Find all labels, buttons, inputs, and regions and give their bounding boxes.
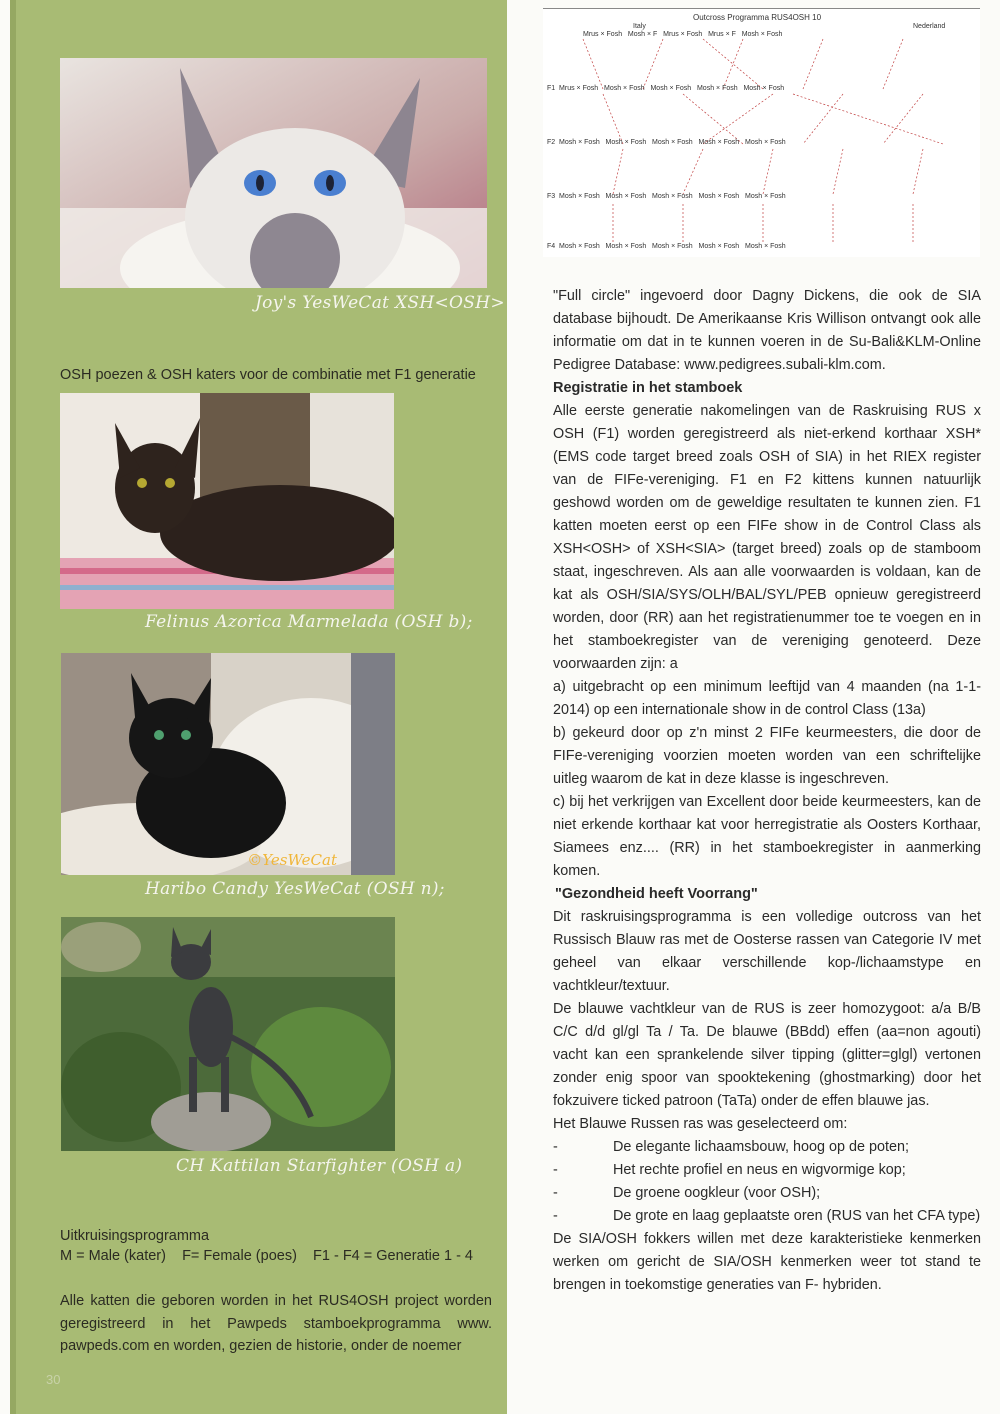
photo-caption: Haribo Candy YesWeCat (OSH n); xyxy=(145,879,445,899)
diagram-title: Outcross Programma RUS4OSH 10 xyxy=(693,13,822,22)
page-number: 30 xyxy=(46,1372,61,1387)
program-title: Uitkruisingsprogramma xyxy=(60,1228,210,1244)
photo-kitten-blue-eyes xyxy=(60,58,487,288)
paragraph-registratie: Alle eerste generatie nakomelingen van de Raskruising RUS x OSH (F1) worden geregistreerd als niet-erkend korthaar XSH* (EMS code target breed zoals OSH of SIA) in het RIEX register van de FIFe-vereniging. F1 en F2 kittens kunnen natuurlijk geshowd worden om de geweldige resultaten te kunnen zien. F1 katten moeten eerst op een FIFe show in de Control Class als XSH<OSH> of XSH<SIA> (target breed) zoals op de stamboom staat, ingeschreven. Als aan alle voorwaarden is voldaan, kan de kat als OSH/SIA/SYS/OLH/BAL/SYL/PEB opnieuw geregistreerd worden, door (RR) aan het registratienummer toe te voegen en in het stamboekregister van de vereniging genoteerd. Deze voorwaarden zijn: a xyxy=(553,403,981,672)
diagram-label-left: Italy xyxy=(633,23,646,30)
paragraph-outcross: Dit raskruisingsprogramma is een volledige outcross van het Russisch Blauw ras met de Oosterse rassen van Categorie IV met geheel van elkaar verschillende kop-/lichaamstype en vachtkleur/textuur. xyxy=(553,909,981,994)
list-item: - De groene oogkleur (voor OSH); xyxy=(553,1185,821,1201)
photo-caption: CH Kattilan Starfighter (OSH a) xyxy=(176,1156,463,1176)
paragraph-fokkers: De SIA/OSH fokkers willen met deze karakteristieke kenmerken werken om gericht de SIA/OSH kenmerken weer tot stand te brengen in toekomstige generaties van F- hybriden. xyxy=(553,1231,981,1293)
photo-caption: Joy's YesWeCat XSH<OSH> xyxy=(255,293,505,313)
diagram-row-p: Mrus × Fosh Mosh × F Mrus × Fosh Mrus × F Mosh × Fosh xyxy=(583,31,783,38)
diagram-row-f3: F3 Mosh × Fosh Mosh × Fosh Mosh × Fosh Mosh × Fosh Mosh × Fosh xyxy=(547,193,786,200)
paragraph-condition-c: c) bij het verkrijgen van Excellent door beide keurmeesters, kan de niet erkende korthaar kat voor herregistratie als Oosters Korthaar, Siamees enz.... (RR) in het stamboekregister in aanmerking komen. xyxy=(553,794,981,879)
photo-watermark: ©YesWeCat xyxy=(247,851,337,869)
list-item: - Het rechte profiel en neus en wigvormige kop; xyxy=(553,1162,906,1178)
diagram-row-f4: F4 Mosh × Fosh Mosh × Fosh Mosh × Fosh Mosh × Fosh Mosh × Fosh xyxy=(547,243,786,250)
list-item: - De grote en laag geplaatste oren (RUS van het CFA type) xyxy=(553,1208,981,1224)
photo-haribo-candy xyxy=(61,653,395,875)
pawpeds-text: Alle katten die geboren worden in het RUS4OSH project worden geregistreerd in het Pawpeds stamboekprogramma www. pawpeds.com en worden, gezien de historie, onder de noemer xyxy=(60,1293,492,1354)
diagram-label-right: Nederland xyxy=(913,23,946,30)
heading-registratie: Registratie in het stamboek xyxy=(553,380,743,396)
paragraph-full-circle: "Full circle" ingevoerd door Dagny Dickens, die ook de SIA database bijhoudt. De Amerikaanse Kris Willison ontvangt ook alle informatie om dat in te kunnen voeren in de Su-Bali&KLM-Online Pedigree Database: www.pedigrees.subali-klm.com. xyxy=(553,288,981,373)
diagram-row-f2: F2 Mosh × Fosh Mosh × Fosh Mosh × Fosh Mosh × Fosh Mosh × Fosh xyxy=(547,139,786,146)
osh-intro-text: OSH poezen & OSH katers voor de combinatie met F1 generatie xyxy=(60,367,476,383)
paragraph-geselecteerd: Het Blauwe Russen ras was geselecteerd om: xyxy=(553,1116,848,1132)
paragraph-condition-a: a) uitgebracht op een minimum leeftijd van 4 maanden (na 1-1-2014) op een internationale show in de control Class (13a) xyxy=(553,679,981,718)
photo-kattilan-starfighter xyxy=(61,917,395,1151)
list-item: - De elegante lichaamsbouw, hoog op de poten; xyxy=(553,1139,910,1155)
paragraph-condition-b: b) gekeurd door op z'n minst 2 FIFe keurmeesters, die door de FIFe-vereniging voorzien moeten worden van een schriftelijke uitleg waarom de kat in deze klasse is ingeschreven. xyxy=(553,725,981,787)
program-legend: M = Male (kater) F= Female (poes) F1 - F4 = Generatie 1 - 4 xyxy=(60,1248,473,1264)
outcross-diagram xyxy=(543,8,980,257)
heading-gezondheid: "Gezondheid heeft Voorrang" xyxy=(555,886,758,902)
paragraph-vachtkleur: De blauwe vachtkleur van de RUS is zeer homozygoot: a/a B/B C/C d/d gl/gl Ta / Ta. De blauwe (BBdd) effen (aa=non agouti) vacht kan een sprankelende silver tipping (glitter=glgl) vertonen zonder enig spoor van spooktekening (ghostmarking) door het fokzuivere ticked patroon (TaTa) onder de effen blauwe jas. xyxy=(553,1001,981,1109)
article-body xyxy=(553,285,981,1297)
diagram-row-f1: F1 Mrus × Fosh Mosh × Fosh Mosh × Fosh Mosh × Fosh Mosh × Fosh xyxy=(547,85,785,92)
photo-caption: Felinus Azorica Marmelada (OSH b); xyxy=(145,612,473,632)
photo-felinus-azorica xyxy=(60,393,394,609)
